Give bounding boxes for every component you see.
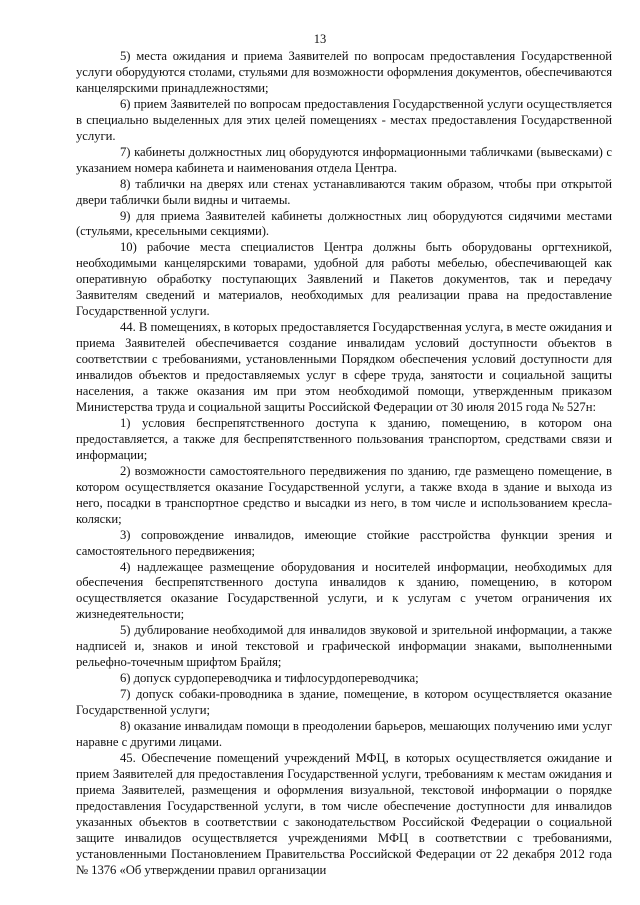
paragraph-item-2-mobility: 2) возможности самостоятельного передвижения по зданию, где размещено помещение, в котором осуществляется оказание Государственной услуги, а также входа в здание и выхода из него, посадки в транспортное средство и высадки из него, в том числе и использованием кресла-коляски; — [76, 463, 612, 526]
paragraph-item-3-escort: 3) сопровождение инвалидов, имеющие стойкие расстройства функции зрения и самостоятельного передвижения; — [76, 527, 612, 558]
paragraph-section-45: 45. Обеспечение помещений учреждений МФЦ, в которых осуществляется ожидание и прием Заявителей для предоставления Государственной услуги, требованиям к местам ожидания и приема Заявителей, размещения и оформления визуальной, текстовой информации о порядке предоставления Государственной услуги, в том числе обеспечение доступности для инвалидов указанных объектов в соответствии с законодательством Российской Федерации о социальной защите инвалидов осуществляется учреждениями МФЦ в соответствии с требованиями, установленными Постановлением Правительства Российской Федерации от 22 декабря 2012 года № 1376 «Об утверждении правил организации — [76, 750, 612, 877]
paragraph-item-1-access: 1) условия беспрепятственного доступа к зданию, помещению, в котором она предоставляется, а также для беспрепятственного пользования транспортом, средствами связи и информации; — [76, 415, 612, 462]
paragraph-item-7-office-signs: 7) кабинеты должностных лиц оборудуются информационными табличками (вывесками) с указанием номера кабинета и наименования отдела Центра. — [76, 144, 612, 175]
paragraph-section-44: 44. В помещениях, в которых предоставляется Государственная услуга, в месте ожидания и приема Заявителей обеспечивается создание инвалидам условий доступности объектов в соответствии с требованиями, установленными Порядком обеспечения условий доступности для инвалидов объектов и предоставляемых услуг в сфере труда, занятости и социальной защиты населения, а также оказания им при этом необходимой помощи, утвержденным приказом Министерства труда и социальной защиты Российской Федерации от 30 июля 2015 года № 527н: — [76, 320, 612, 414]
page-number: 13 — [313, 32, 327, 46]
paragraph-item-5-braille: 5) дублирование необходимой для инвалидов звуковой и зрительной информации, а также надписей и, знаков и иной текстовой и графической информации знаками, выполненными рельефно-точечным шрифтом Брайля; — [76, 623, 612, 670]
paragraph-item-10-workplaces: 10) рабочие места специалистов Центра должны быть оборудованы оргтехникой, необходимыми канцелярскими товарами, удобной для работы мебелью, обеспечивающей как оперативную обработку поступающих Заявлений и Пакетов документов, так и передачу Заявителям сведений и материалов, необходимых для реализации права на предоставление Государственной услуги. — [76, 240, 612, 319]
paragraph-item-6-reception: 6) прием Заявителей по вопросам предоставления Государственной услуги осуществляется в специально выделенных для этих целей помещениях - местах предоставления Государственной услуги. — [76, 96, 612, 143]
document-body — [76, 49, 612, 879]
paragraph-item-7-guide-dog: 7) допуск собаки-проводника в здание, помещение, в котором осуществляется оказание Государственной услуги; — [76, 687, 612, 718]
paragraph-item-5-waiting-areas: 5) места ожидания и приема Заявителей по вопросам предоставления Государственной услуги оборудуются столами, стульями для возможности оформления документов, обеспечиваются канцелярскими принадлежностями; — [76, 49, 612, 95]
paragraph-item-9-seating: 9) для приема Заявителей кабинеты должностных лиц оборудуются сидячими местами (стульями, кресельными секциями). — [76, 208, 612, 239]
paragraph-item-4-equipment: 4) надлежащее размещение оборудования и носителей информации, необходимых для обеспечения беспрепятственного доступа инвалидов к зданию, помещению, в котором осуществляется оказание Государственной услуги, и к услугам с учетом ограничения их жизнедеятельности; — [76, 559, 612, 622]
paragraph-item-8-door-plates: 8) таблички на дверях или стенах устанавливаются таким образом, чтобы при открытой двери таблички были видны и читаемы. — [76, 176, 612, 207]
paragraph-item-6-interpreter: 6) допуск сурдопереводчика и тифлосурдопереводчика; — [120, 671, 419, 686]
paragraph-item-8-assistance: 8) оказание инвалидам помощи в преодолении барьеров, мешающих получению ими услуг наравне с другими лицами. — [76, 719, 612, 749]
